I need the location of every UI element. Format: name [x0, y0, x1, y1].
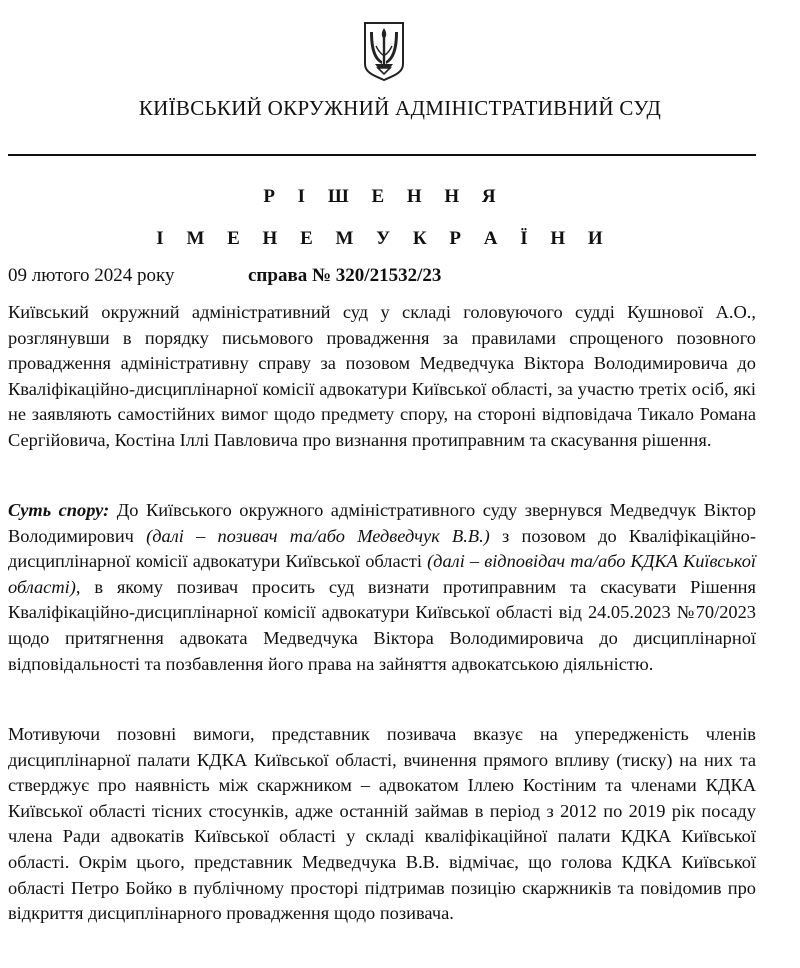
dispute-note-plaintiff: (далі – позивач та/або Медведчук В.В.)	[146, 525, 490, 546]
in-the-name-heading: І М Е Н Е М У К Р А Ї Н И	[156, 228, 612, 249]
dispute-text-a: До Київського окружного адміністративного суду звернувся Медведчук Віктор Володимирович	[8, 500, 756, 546]
case-number: справа № 320/21532/23	[248, 265, 442, 286]
dispute-text-c: , в якому позивач просить суд визнати протиправним та скасувати Рішення Кваліфікаційно-дисциплінарної комісії адвокатури Київської області від 24.05.2023 №70/2023 щодо притягнення адвоката Медведчука Віктора Володимировича до дисциплінарної відповідальності та позбавлення його права на зайняття адвокатською діяльністю.	[8, 576, 756, 674]
decision-date: 09 лютого 2024 року	[8, 265, 175, 286]
dispute-paragraph	[8, 498, 756, 677]
intro-paragraph: Київський окружний адміністративний суд у складі головуючого судді Кушнової А.О., розглянувши в порядку письмового провадження за правилами спрощеного позовного провадження адміністративну справу за позовом Медведчука Віктора Володимировича до Кваліфікаційно-дисциплінарної комісії адвокатури Київської області, за участю третіх осіб, які не заявляють самостійних вимог щодо предмету спору, на стороні відповідача Тикало Романа Сергійовича, Костіна Іллі Павловича про визнання протиправним та скасування рішення.	[8, 302, 756, 450]
decision-heading: Р І Ш Е Н Н Я	[263, 186, 505, 207]
dispute-note-defendant: (далі – відповідач та/або КДКА Київської області)	[8, 551, 756, 597]
motivation-paragraph: Мотивуючи позовні вимоги, представник позивача вказує на упередженість членів дисциплінарної палати КДКА Київської області, вчинення прямого впливу (тиску) на них та стверджує про наявність між скаржником – адвокатом Іллею Костіним та членами КДКА Київської області тісних стосунків, адже останній займав в період з 2012 по 2019 рік посаду члена Ради адвокатів Київської області у складі кваліфікаційної палати КДКА Київської області. Окрім цього, представник Медведчука В.В. відмічає, що голова КДКА Київської області Петро Бойко в публічному просторі підтримав позицію скаржників та повідомив про відкриття дисциплінарного провадження щодо позивача.	[8, 724, 756, 924]
dispute-text-b: з позовом до Кваліфікаційно-дисциплінарної комісії адвокатури Київської області	[8, 525, 756, 572]
header-divider	[8, 154, 756, 156]
trident-emblem-icon	[362, 20, 406, 82]
dispute-label: Суть спору:	[8, 500, 110, 520]
court-name: КИЇВСЬКИЙ ОКРУЖНИЙ АДМІНІСТРАТИВНИЙ СУД	[138, 96, 662, 120]
